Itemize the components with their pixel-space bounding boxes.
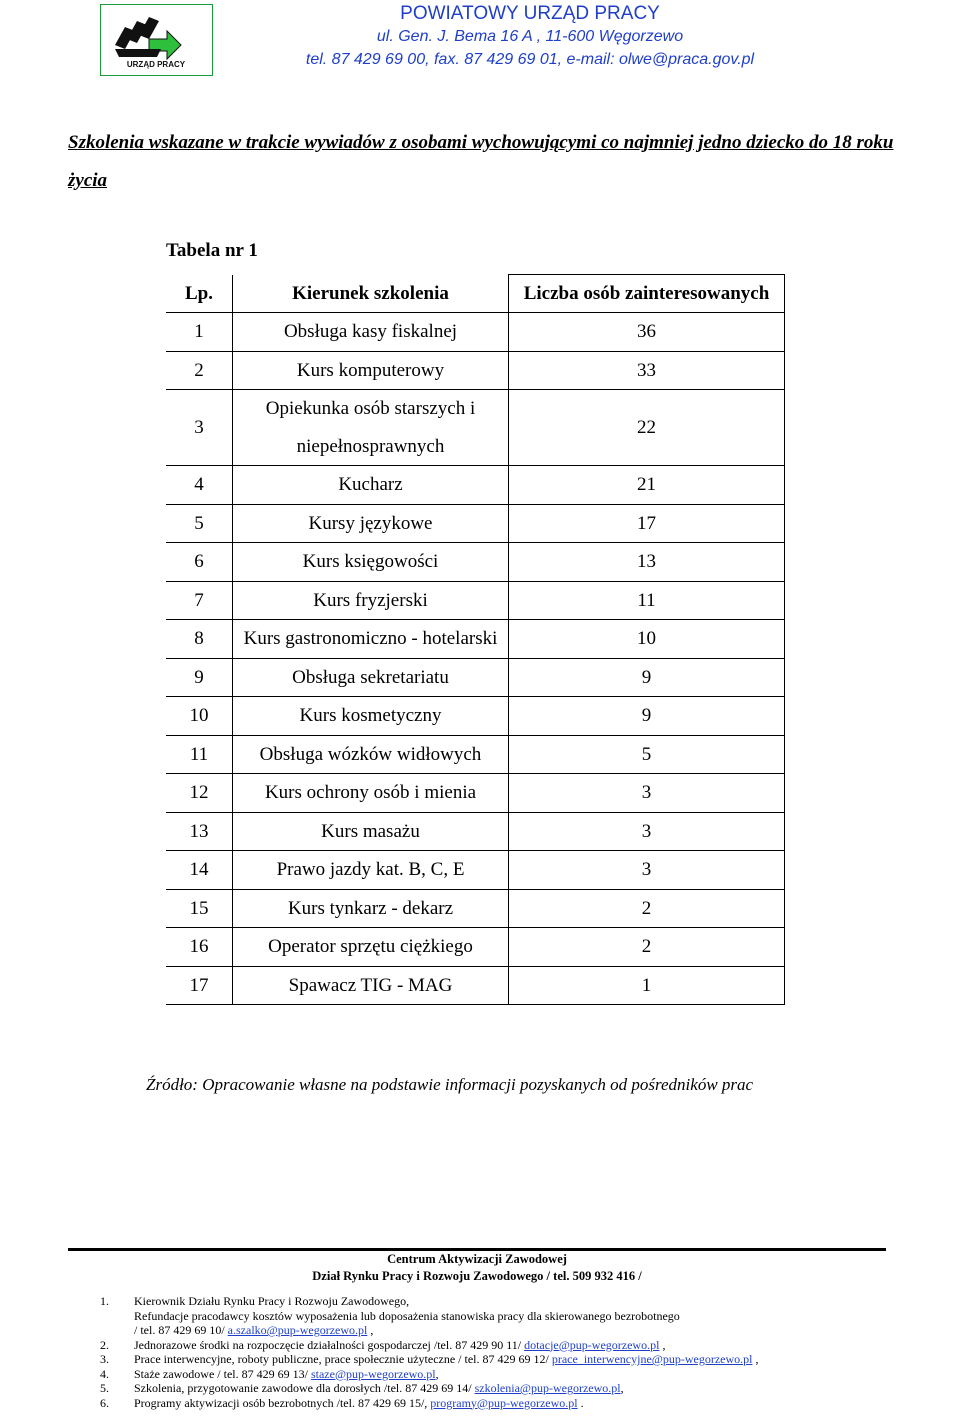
footer-item-suffix: ,	[752, 1352, 759, 1366]
row-count: 9	[509, 658, 785, 697]
footer-item-text: Prace interwencyjne, roboty publiczne, prace społecznie użyteczne / tel. 87 429 69 12/	[134, 1352, 552, 1366]
row-training-name: Operator sprzętu ciężkiego	[233, 928, 509, 967]
row-training-name: Prawo jazdy kat. B, C, E	[233, 851, 509, 890]
row-training-name: Obsługa sekretariatu	[233, 658, 509, 697]
footer-email-link[interactable]: staze@pup-wegorzewo.pl	[310, 1366, 436, 1381]
row-training-name: Obsługa kasy fiskalnej	[233, 313, 509, 352]
row-training-name: Opiekunka osób starszych i niepełnosprawnych	[233, 390, 509, 466]
table-row	[166, 620, 785, 659]
row-training-name: Kurs księgowości	[233, 543, 509, 582]
row-number: 11	[166, 735, 233, 774]
footer-department: Dział Rynku Pracy i Rozwoju Zawodowego / tel. 509 932 416 /	[312, 1269, 642, 1283]
row-training-name: Kurs kosmetyczny	[233, 697, 509, 736]
footer-item-suffix: ,	[367, 1323, 374, 1337]
row-training-name: Spawacz TIG - MAG	[233, 966, 509, 1005]
row-number: 12	[166, 774, 233, 813]
footer-item-suffix: ,	[659, 1337, 666, 1352]
logo-text: URZĄD PRACY	[126, 60, 186, 69]
header-lp: Lp.	[166, 275, 233, 313]
row-number: 7	[166, 581, 233, 620]
row-count: 1	[509, 966, 785, 1005]
footer-item-body	[134, 1309, 680, 1324]
row-number: 17	[166, 966, 233, 1005]
table-row	[166, 697, 785, 736]
table-caption: Tabela nr 1	[166, 240, 258, 261]
footer-header	[68, 1251, 886, 1285]
row-count: 13	[509, 543, 785, 582]
footer-email-link[interactable]: a.szalko@pup-wegorzewo.pl	[227, 1323, 368, 1337]
organization-address: ul. Gen. J. Bema 16 A , 11-600 Węgorzewo	[376, 28, 684, 45]
row-number: 6	[166, 543, 233, 582]
table-row	[166, 313, 785, 352]
footer-email-link[interactable]: dotacje@pup-wegorzewo.pl	[524, 1337, 660, 1352]
trainings-table	[166, 274, 785, 1005]
footer-item-suffix: ,	[435, 1366, 439, 1381]
row-number: 8	[166, 620, 233, 659]
footer-item-number: 2.	[100, 1337, 109, 1352]
row-count: 2	[509, 889, 785, 928]
header-info	[220, 2, 840, 71]
logo-graphic	[101, 5, 212, 75]
row-training-name: Kurs gastronomiczno - hotelarski	[233, 620, 509, 659]
footer-center-title: Centrum Aktywizacji Zawodowej	[387, 1252, 567, 1266]
footer-email-link[interactable]: programy@pup-wegorzewo.pl	[430, 1395, 578, 1410]
row-training-name: Obsługa wózków widłowych	[233, 735, 509, 774]
footer-item-number	[100, 1309, 134, 1324]
row-count: 5	[509, 735, 785, 774]
row-training-name: Kurs fryzjerski	[233, 581, 509, 620]
footer-item-text: Programy aktywizacji osób bezrobotnych /tel. 87 429 69 15/,	[134, 1395, 431, 1410]
footer-item-number: 6.	[100, 1395, 109, 1410]
footer-item	[100, 1309, 920, 1324]
table-row	[166, 889, 785, 928]
row-count: 21	[509, 466, 785, 505]
row-number: 16	[166, 928, 233, 967]
header-count: Liczba osób zainteresowanych	[509, 275, 785, 313]
row-training-name: Kurs tynkarz - dekarz	[233, 889, 509, 928]
row-count: 10	[509, 620, 785, 659]
table-row	[166, 851, 785, 890]
table-row	[166, 543, 785, 582]
row-count: 3	[509, 812, 785, 851]
row-count: 36	[509, 313, 785, 352]
organization-name: POWIATOWY URZĄD PRACY	[400, 3, 660, 24]
row-count: 9	[509, 697, 785, 736]
footer-item-number	[100, 1323, 134, 1338]
footer-item-body	[134, 1367, 439, 1382]
footer-item-suffix: .	[577, 1395, 584, 1410]
table-row	[166, 658, 785, 697]
table-row	[166, 351, 785, 390]
footer-item	[100, 1294, 920, 1309]
table-row	[166, 928, 785, 967]
footer-email-link[interactable]: prace_interwencyjne@pup-wegorzewo.pl	[551, 1352, 753, 1366]
footer-item-number: 4.	[100, 1366, 109, 1381]
footer-item-text: Staże zawodowe / tel. 87 429 69 13/	[134, 1366, 311, 1381]
table-row	[166, 735, 785, 774]
table-row	[166, 390, 785, 466]
table-row	[166, 466, 785, 505]
row-number: 2	[166, 351, 233, 390]
table-row	[166, 504, 785, 543]
footer-item	[100, 1352, 920, 1367]
footer-item-body	[134, 1352, 758, 1367]
footer-item-body	[134, 1323, 373, 1338]
row-number: 14	[166, 851, 233, 890]
row-number: 4	[166, 466, 233, 505]
footer-item-number: 3.	[100, 1352, 109, 1366]
footer-item-text: Jednorazowe środki na rozpoczęcie działalności gospodarczej /tel. 87 429 90 11/	[134, 1337, 525, 1352]
row-number: 1	[166, 313, 233, 352]
row-count: 3	[509, 851, 785, 890]
row-count: 2	[509, 928, 785, 967]
footer-item	[100, 1367, 920, 1382]
row-training-name: Kurs masażu	[233, 812, 509, 851]
row-count: 22	[509, 390, 785, 466]
row-number: 5	[166, 504, 233, 543]
footer-item-body	[134, 1381, 624, 1396]
footer-item	[100, 1338, 920, 1353]
row-training-name: Kurs komputerowy	[233, 351, 509, 390]
footer-item-text: Szkolenia, przygotowanie zawodowe dla dorosłych /tel. 87 429 69 14/	[134, 1381, 475, 1395]
table-row	[166, 581, 785, 620]
row-training-name: Kursy językowe	[233, 504, 509, 543]
footer-item-body	[134, 1294, 409, 1309]
table-header-row	[166, 275, 785, 313]
logo	[100, 4, 213, 76]
footer-contact-list	[100, 1294, 920, 1410]
footer-item-text: Kierownik Działu Rynku Pracy i Rozwoju Zawodowego,	[134, 1294, 410, 1308]
row-number: 13	[166, 812, 233, 851]
footer-item-text: Refundacje pracodawcy kosztów wyposażenia lub doposażenia stanowiska pracy dla skierowanego bezrobotnego	[134, 1308, 680, 1323]
footer-email-link[interactable]: szkolenia@pup-wegorzewo.pl	[474, 1381, 621, 1395]
row-count: 11	[509, 581, 785, 620]
row-count: 33	[509, 351, 785, 390]
row-number: 3	[166, 390, 233, 466]
footer-item-body	[134, 1338, 665, 1353]
table-row	[166, 812, 785, 851]
row-number: 10	[166, 697, 233, 736]
header-direction: Kierunek szkolenia	[233, 275, 509, 313]
footer-item-text: / tel. 87 429 69 10/	[134, 1323, 228, 1337]
footer-item-number: 1.	[100, 1294, 109, 1308]
row-training-name: Kucharz	[233, 466, 509, 505]
table-row	[166, 774, 785, 813]
row-number: 15	[166, 889, 233, 928]
table-row	[166, 966, 785, 1005]
source-note: Źródło: Opracowanie własne na podstawie informacji pozyskanych od pośredników prac	[146, 1075, 754, 1094]
row-training-name: Kurs ochrony osób i mienia	[233, 774, 509, 813]
footer-item-suffix: ,	[620, 1381, 624, 1395]
footer-item-number: 5.	[100, 1381, 109, 1395]
row-number: 9	[166, 658, 233, 697]
footer-item	[100, 1396, 920, 1411]
organization-contact: tel. 87 429 69 00, fax. 87 429 69 01, e-mail: olwe@praca.gov.pl	[305, 51, 755, 68]
document-title: Szkolenia wskazane w trakcie wywiadów z osobami wychowującymi co najmniej jedno dziecko do 18 roku życia	[68, 132, 894, 191]
footer-item	[100, 1323, 920, 1338]
row-count: 17	[509, 504, 785, 543]
row-count: 3	[509, 774, 785, 813]
footer-item-body	[134, 1396, 584, 1411]
footer-item	[100, 1381, 920, 1396]
